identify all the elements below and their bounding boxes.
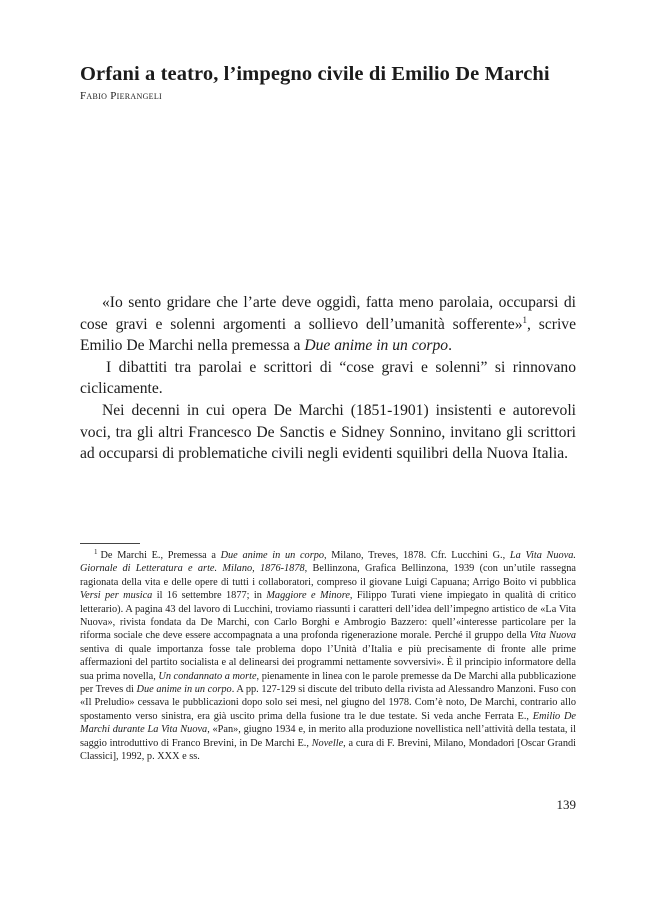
work-title: Due anime in un corpo bbox=[304, 337, 449, 355]
footnote-text: De Marchi E., Premessa a bbox=[100, 550, 221, 561]
footnote-text: , pienamente in linea con le parole premesse da De Marchi alla pubblicazione per Treves di bbox=[80, 670, 577, 696]
article-title: Orfani a teatro, l’impegno civile di Emilio De Marchi bbox=[80, 63, 550, 85]
page-number: 139 bbox=[556, 797, 576, 812]
footnote-italic: Maggiore e Minore bbox=[266, 590, 350, 602]
footnote-italic: Un condannato a morte bbox=[158, 670, 257, 682]
footnote-text: , a cura di F. Brevini, Milano, Mondadori [Oscar Grandi Classici], 1992, p. XXX e ss. bbox=[80, 737, 576, 763]
footnote-text: , «Pan», giugno 1934 e, in merito alla produzione novellistica nell’attività della testata, il saggio introduttivo di Franco Brevini, in De Marchi E., bbox=[80, 724, 576, 749]
footnote-text: , Milano, Treves, 1878. Cfr. Lucchini G., bbox=[324, 550, 510, 561]
footnote-ref[interactable]: 1 bbox=[522, 314, 527, 325]
article-author: Fabio Pierangeli bbox=[80, 90, 162, 102]
footnote-text: , Filippo Turati viene impiegato in qualità di critico letterario). A pagina 43 del lavoro di Lucchini, troviamo riassunti i caratteri dell’idea dell’impegno artistico de «La Vita Nuova», rivista fondata da De Marchi, con Carlo Borghi e Ambrogio Bazzero: quell’«interesse particolare per la riforma sociale che deve essere accompagnata a una profonda rigenerazione morale. Perché il gruppo della bbox=[80, 590, 576, 642]
footnotes bbox=[80, 549, 576, 764]
footnote-text: il 16 settembre 1877; in bbox=[152, 590, 267, 602]
footnote-divider bbox=[80, 543, 140, 544]
footnote-italic: La Vita Nuova. Giornale di Letteratura e arte. Milano, 1876-1878 bbox=[80, 550, 576, 575]
footnote-text: . A pp. 127-129 si discute del tributo della rivista ad Alessandro Manzoni. Fuso con «Il Preludio» cessava le pubblicazioni dopo solo sei mesi, nel giugno del 1978. Com’è noto, De Marchi, contrario allo spostamento verso sinistra, era già uscito prima della fusione tra le due testate. Si veda anche Ferrata E., bbox=[80, 684, 576, 722]
body-text bbox=[80, 292, 576, 465]
body-text-span: , scrive Emilio De Marchi nella premessa a bbox=[80, 315, 576, 355]
footnote-text: , Bellinzona, Grafica Bellinzona, 1939 (con un’utile rassegna ragionata della vita e delle opere di tutti i collaboratori, compreso il giovane Luigi Capuana; Arrigo Boito vi pubblica bbox=[80, 563, 576, 588]
footnote-italic: Vita Nuova bbox=[529, 630, 576, 642]
footnote-italic: Due anime in un corpo bbox=[136, 684, 232, 696]
footnote-italic: Emilio De Marchi durante La Vita Nuova bbox=[80, 710, 576, 736]
footnote-marker: 1 bbox=[94, 548, 98, 556]
body-paragraph: Nei decenni in cui opera De Marchi (1851-1901) insistenti e autorevoli voci, tra gli altri Francesco De Sanctis e Sidney Sonnino, invitano gli scrittori ad occuparsi di problematiche civili negli evidenti squilibri della Nuova Italia. bbox=[80, 401, 576, 463]
footnote-italic: Versi per musica bbox=[80, 590, 153, 602]
body-paragraph bbox=[80, 292, 576, 357]
footnote-italic: Novelle bbox=[311, 737, 344, 749]
quote-text: «Io sento gridare che l’arte deve oggidì, fatta meno parolaia, occuparsi di cose gravi e solenni argomenti a sollievo dell’umanità sofferente» bbox=[80, 294, 576, 333]
body-paragraph: I dibattiti tra parolai e scrittori di “cose gravi e solenni” si rinnovano ciclicamente. bbox=[80, 358, 576, 398]
body-text-span: . bbox=[448, 337, 453, 355]
page bbox=[80, 62, 577, 812]
footnote bbox=[80, 549, 576, 764]
footnote-text: sentiva di quale importanza fosse tale problema dopo l’Unità d’Italia e più precisamente di fronte alle prime affermazioni del partito socialista e al delinearsi dei programmi nettamente sovversivi». È il principio informatore della sua prima novella, bbox=[80, 643, 576, 682]
footnote-italic: Due anime in un corpo bbox=[220, 550, 325, 561]
